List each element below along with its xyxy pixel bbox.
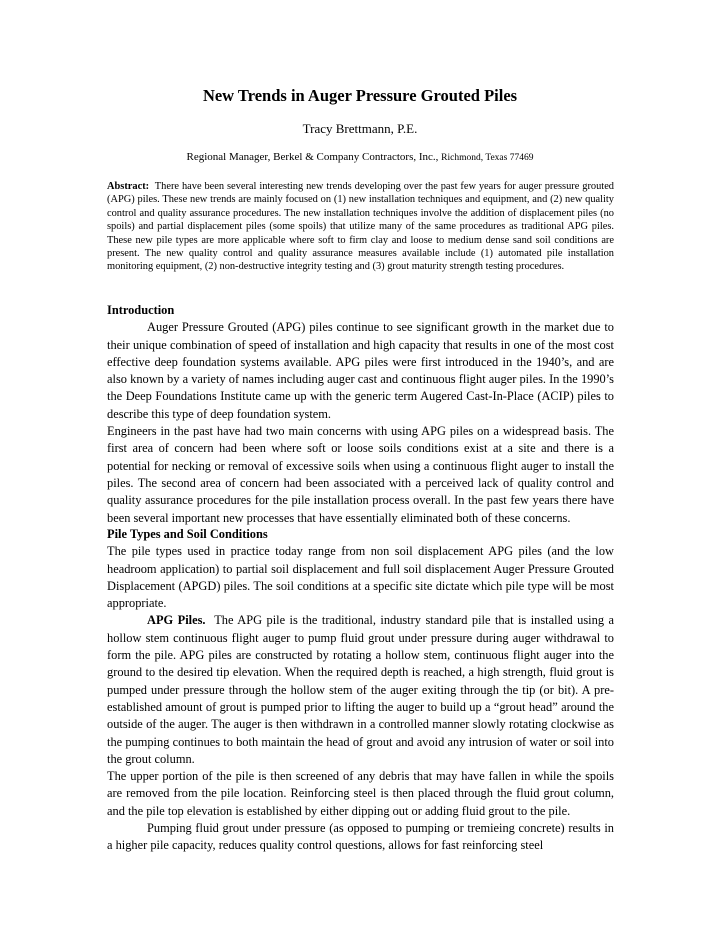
apg-piles-label: APG Piles. (147, 613, 206, 628)
apg-piles-paragraph (107, 612, 614, 768)
author-affiliation (0, 151, 720, 163)
introduction-paragraph-1: Auger Pressure Grouted (APG) piles continue to see significant growth in the market due to their unique combination of speed of installation and high capacity that results in one of the most cost effective deep foundation systems available. APG piles were first introduced in the 1940’s, and are also known by a variety of names including auger cast and continuous flight auger piles. In the 1990’s the Deep Foundations Institute came up with the generic term Augered Cast-In-Place (ACIP) piles to describe this type of deep foundation system. (107, 320, 614, 421)
author-name: Tracy Brettmann, P.E. (302, 121, 418, 136)
introduction-paragraph-2: Engineers in the past have had two main concerns with using APG piles on a widespread basis. The first area of concern had been where soft or loose soils conditions exist at a site and there is a potential for necking or removal of excessive soils when using a continuous flight auger to install the piles. The second area of concern had been associated with a perceived lack of quality control and quality assurance procedures for the pile installation process overall. In the past few years there have been several important new processes that have essentially eliminated both of these concerns. (107, 424, 614, 525)
pile-types-heading: Pile Types and Soil Conditions (107, 527, 268, 541)
apg-piles-text: The APG pile is the traditional, industry standard pile that is installed using a hollow stem continuous flight auger to pump fluid grout under pressure during auger withdrawal to form the pile. APG piles are constructed by rotating a hollow stem, continuous flight auger into the ground to the desired tip elevation. When the required depth is reached, a high strength, fluid grout is pumped under pressure through the hollow stem of the auger exiting through the tip (or bit). A pre-established amount of grout is pumped prior to lifting the auger to build up a “grout head” around the outside of the auger. The auger is then withdrawn in a controlled manner slowly rotating clockwise as the pumping continues to both maintain the head of grout and avoid any intrusion of water or soil into the grout column. (107, 613, 614, 766)
abstract-text: There have been several interesting new trends developing over the past few years for auger pressure grouted (APG) piles. These new trends are mainly focused on (1) new installation techniques and equipment, and (2) new quality control and quality assurance procedures. The new installation techniques involve the addition of displacement piles (no spoils) and partial displacement piles (some spoils) that utilize many of the same procedures as traditional APG piles. These new pile types are more applicable where soft to firm clay and loose to medium dense sand soil conditions are present. The new quality control and quality assurance measures available include (1) automated pile installation monitoring equipment, (2) non-destructive integrity testing and (3) grout maturity strength testing procedures. (107, 181, 614, 273)
pile-types-paragraph-4: Pumping fluid grout under pressure (as opposed to pumping or tremieing concrete) results in a higher pile capacity, reduces quality control questions, allows for fast reinforcing steel (107, 821, 614, 853)
introduction-heading: Introduction (107, 303, 175, 317)
abstract (107, 180, 614, 274)
introduction-section (107, 302, 614, 527)
affiliation-text: Regional Manager, Berkel & Company Contractors, Inc., (186, 151, 439, 163)
pile-types-paragraph-1: The pile types used in practice today range from non soil displacement APG piles (and the low headroom application) to partial soil displacement and full soil displacement Auger Pressure Grouted Displacement (APGD) piles. The soil conditions at a specific site dictate which pile type will be most appropriate. (107, 544, 614, 611)
pile-types-section (107, 526, 614, 855)
paper-title: New Trends in Auger Pressure Grouted Piles (202, 86, 518, 105)
abstract-label: Abstract: (107, 181, 150, 192)
affiliation-location: Richmond, Texas 77469 (441, 153, 534, 163)
pile-types-paragraph-3: The upper portion of the pile is then screened of any debris that may have fallen in while the spoils are removed from the pile location. Reinforcing steel is then placed through the fluid grout column, and the pile top elevation is established by either dipping out or adding fluid grout to the pile. (107, 769, 614, 818)
